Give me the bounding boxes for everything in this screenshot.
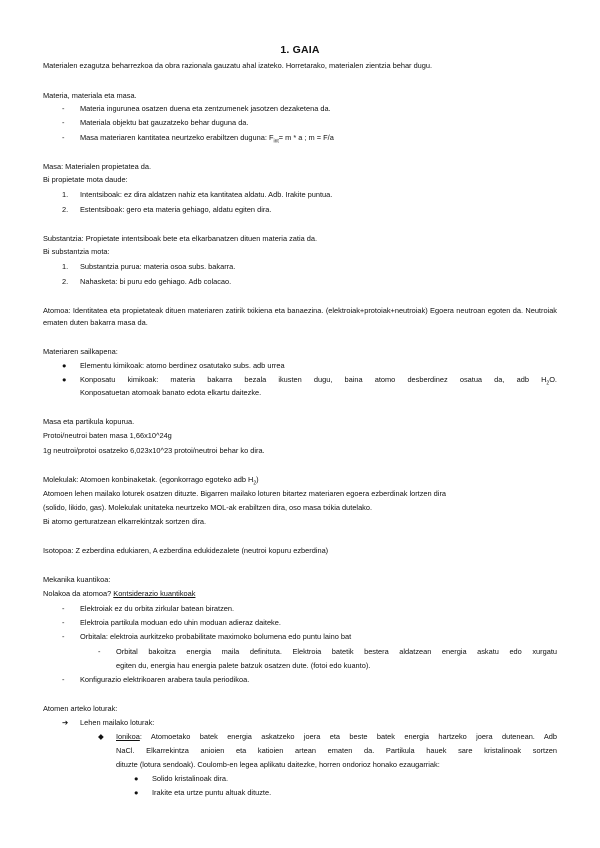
diamond-bullet-icon: ◆ [98,732,104,741]
dash-marker: - [62,632,65,641]
lehen-mailako-loturak: Lehen mailako loturak: [80,718,155,727]
arrow-right-icon: ➔ [62,718,69,727]
ionikoa-line-1: Ionikoa: Atomoetako batek energia askatzeko joera eta beste batek energia hartzeko joera dutenean. Adb [116,732,557,741]
ionikoa-line-3: dituzte (lotura sendoak). Coulomb-en legea aplikatu daitezke, horren ondorioz honako ezaugarriak: [116,760,440,769]
molekulak-line-1: Molekulak: Atomoen konbinaketak. (egonkorrago egoteko adb $H_2$) [43,475,259,487]
dash-marker: - [62,675,65,684]
masa-line-1: Protoi/neutroi baten masa 1,66x10^24g [43,431,172,440]
mekanika-question: Nolakoa da atomoa? Kontsiderazio kuantikoak [43,589,196,598]
dash-marker: - [62,604,65,613]
propietateak-heading: Masa: Materialen propietatea da. [43,162,152,171]
ionikoa-bullet-1: Solido kristalinoak dira. [152,774,228,783]
sailkapena-item-2: Konposatu kimikoak: materia bakarra bezala ikusten dugu, baina atomo desberdinez osatua da, adb $H_2O$. [80,375,557,387]
isotopoa-line: Isotopoa: Z ezberdina edukiaren, A ezberdina edukidezalete (neutroi kopuru ezberdina) [43,546,329,555]
mekanika-item-1: Elektroiak ez du orbita zirkular batean biratzen. [80,604,235,613]
atomoa-paragraph: Atomoa: Identitatea eta propietateak dituen materiaren zatirik txikiena eta banaezina. (elektroiak+protoiak+neutroiak) Egoera neutroan egoten da. Neutroiak ematen duten bakarra masa da. [43,306,557,327]
number-marker: 1. [62,262,69,271]
molekulak-line-2: Atomoen lehen mailako loturek osatzen dituzte. Bigarren mailako loturen bitartez materiaren egoera ezberdinak lortzen dira [43,489,447,498]
mekanika-item-2: Elektroia partikula moduan edo uhin moduan adieraz daiteke. [80,618,281,627]
bullet-marker: ● [134,788,139,797]
substantzia-item-1: Substantzia purua: materia osoa subs. bakarra. [80,262,236,271]
materia-item-2: Materiala objektu bat gauzatzeko behar duguna da. [80,118,249,127]
molekulak-line-3: (solido, likido, gas). Molekulak unitateka neurtzeko MOL-ak erabiltzen dira, oso masa txikia dutelako. [43,503,373,512]
molekulak-line-4: Bi atomo gerturatzean elkarrekintzak sortzen dira. [43,517,207,526]
dash-marker: - [62,618,65,627]
sailkapena-item-1: Elementu kimikoak: atomo berdinez osatutako subs. adb urrea [80,361,285,370]
page-title: 1. GAIA [280,44,320,56]
materia-heading: Materia, materiala eta masa. [43,91,137,100]
number-marker: 2. [62,277,69,286]
mekanika-subitem-line-1: Orbital bakoitza energia maila definituta. Elektroia batetik bestera aldatzean energia askatu edo xurgatu [116,647,557,656]
sailkapena-item-2-cont: Konposatuetan atomoak banato edota elkartu daitezke. [80,388,262,397]
dash-marker: - [62,104,65,113]
mekanika-heading: Mekanika kuantikoa: [43,575,111,584]
ionikoa-line-2: NaCl. Elkarrekintza anioien eta katioien artean ematen da. Partikula hauek sare kristalinoak sortzen [116,746,557,755]
propietateak-item-2: Estentsiboak: gero eta materia gehiago, aldatu egiten dira. [80,205,272,214]
substantzia-item-2: Nahasketa: bi puru edo gehiago. Adb colacao. [80,277,232,286]
ionikoa-bullet-2: Irakite eta urtze puntu altuak dituzte. [152,788,272,797]
propietateak-sub: Bi propietate mota daude: [43,175,128,184]
bullet-marker: ● [62,361,67,370]
materia-item-1: Materia ingurunea osatzen duena eta zentzumenek jasotzen dezaketena da. [80,104,331,113]
mekanika-item-4: Konfigurazio elektrikoaren arabera taula periodikoa. [80,675,250,684]
kontsiderazio-link[interactable]: Kontsiderazio kuantikoak [113,589,196,598]
bullet-marker: ● [134,774,139,783]
masa-heading: Masa eta partikula kopurua. [43,417,135,426]
mekanika-item-3: Orbitala: elektroia aurkitzeko probabilitate maximoko bolumena edo puntu laino bat [80,632,352,641]
mekanika-subitem-line-2: egiten du, energia hau energia palete batzuk osatzen dute. (fotoi edo kuanto). [116,661,371,670]
materia-item-3: Masa materiaren kantitatea neurtzeko erabiltzen duguna: $F_{int}= m * a$ ; m = F/a [80,133,334,145]
masa-line-2: 1g neutroi/protoi osatzeko 6,023x10^23 protoi/neutroi behar ko dira. [43,446,265,455]
loturak-heading: Atomen arteko loturak: [43,704,118,713]
bullet-marker: ● [62,375,67,384]
number-marker: 1. [62,190,69,199]
intro-text: Materialen ezagutza beharrezkoa da obra razionala gauzatu ahal izateko. Horretarako, materialen zientzia behar dugu. [43,61,433,70]
dash-marker: - [62,133,65,142]
substantzia-sub: Bi substantzia mota: [43,247,110,256]
number-marker: 2. [62,205,69,214]
sailkapena-heading: Materiaren sailkapena: [43,347,118,356]
propietateak-item-1: Intentsiboak: ez dira aldatzen nahiz eta kantitatea aldatu. Adb. Irakite puntua. [80,190,333,199]
substantzia-heading: Substantzia: Propietate intentsiboak bete eta elkarbanatzen dituen materia zatia da. [43,234,318,243]
dash-marker: - [98,647,101,656]
dash-marker: - [62,118,65,127]
